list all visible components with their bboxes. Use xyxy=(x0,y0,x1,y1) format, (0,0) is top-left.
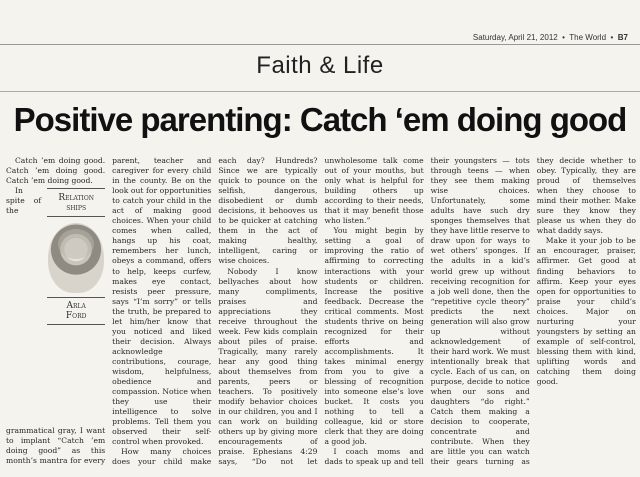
dateline-separator: • xyxy=(559,33,568,42)
page-number: B7 xyxy=(617,33,628,42)
author-name xyxy=(47,297,105,325)
article-paragraph: In spite of the grammatical gray, I want to implant “Catch ’em doing good” as this month’s mantra for every parent, teacher and caregiver for every child in the county. Be on the look out for opportunities to catch your child in the act of making good choices. When your child comes when called, hangs up his coat, remembers her lunch, obeys a command, offers to help, keeps curfew, makes eye contact, resists peer pressure, says “I’m sorry” or tells the truth, be prepared to let him/her know that you noticed and liked their decision. Always acknowledge contributions, courage, wisdom, helpfulness, obedience and compassion. Notice when they use their intelligence to solve problems. Tell them you observed their self-control when provoked. xyxy=(6,156,212,466)
column-sidebar xyxy=(47,188,105,424)
dateline xyxy=(473,33,628,42)
article-paragraph: Nobody I know bellyaches about how many compliments, praises and appreciations they receive throughout the week. Few kids complain about piles of praise. Tragically, many rarely hear any good thing about themselves from parents, peers or teachers. To positively modify behavior choices in our children, you and I can work on building others up by giving more encouragements of praise. Ephesians 4:29 says, “Do not let unwholesome talk come out of your mouths, but only what is helpful for building others up according to their needs, that it may benefit those who listen.” xyxy=(218,156,424,467)
author-photo xyxy=(48,223,104,293)
section-rule xyxy=(0,91,640,92)
top-rule xyxy=(0,44,640,45)
article-paragraph: I coach moms and dads to speak up and tell their youngsters — tots through teens — when they see them making wise choices. Unfortunately, some adults have such dry sponges themselves that they have little reserve to draw upon for ways to wet others’ sponges. If the adults in a kid’s world grew up without receiving recognition for a job well done, then the “repetitive cycle theory” predicts the next generation will also grow up without acknowledgement of their hard work. We must intentionally break that cycle. Each of us can, on purpose, decide to notice when our sons and daughters “do right.” Catch them making a decision to cooperate, concentrate and contribute. When they are little you can watch their gears turning as they decide whether to obey. Typically, they are proud of themselves when they choose to mind their mother. Make sure they know they please us when they do what daddy says. xyxy=(324,156,636,467)
date: Saturday, April 21, 2012 xyxy=(472,33,558,42)
article-paragraph: How many choices does your child make each day? Hundreds? Since we are typically quick to pounce on the selfish, dangerous, disobedient or dumb decisions, it behooves us to be quicker at catching them in the act of making healthy, intelligent, caring or wise choices. xyxy=(112,156,318,467)
article-paragraph: Catch ’em doing good. Catch ’em doing good. Catch ’em doing good. xyxy=(6,156,106,186)
headline: Positive parenting: Catch ‘em doing good xyxy=(13,101,627,138)
author-name-line: Ford xyxy=(65,311,87,322)
article-paragraph: You might begin by setting a goal of improving the ratio of affirming to correcting interactions with your students or children. Increase the positive feedback. Decrease the critical comments. Most students thrive on being recognized for their efforts and accomplishments. It takes minimal energy from you to give a blessing of recognition into someone else’s love bucket. It costs you nothing to tell a colleague, kid or store clerk that they are doing a good job. xyxy=(324,226,424,447)
section-title: Faith & Life xyxy=(256,52,384,79)
dateline-separator: • xyxy=(608,33,616,42)
paper-name: The World xyxy=(569,33,607,42)
author-name-line: Arla xyxy=(66,301,86,312)
column-name-line: Relation xyxy=(58,193,94,204)
column-name xyxy=(47,188,105,217)
article-body xyxy=(6,156,636,476)
article-paragraph: Make it your job to be an encourager, praiser, affirmer. Get good at finding behaviors to affirm. Keep your eyes open for opportunities to praise your child’s choices. Major on nurturing your youngsters by setting an example of self-control, blessing them with kind, uplifting words and catching them doing good. xyxy=(536,236,636,387)
column-name-line: ships xyxy=(66,203,87,214)
